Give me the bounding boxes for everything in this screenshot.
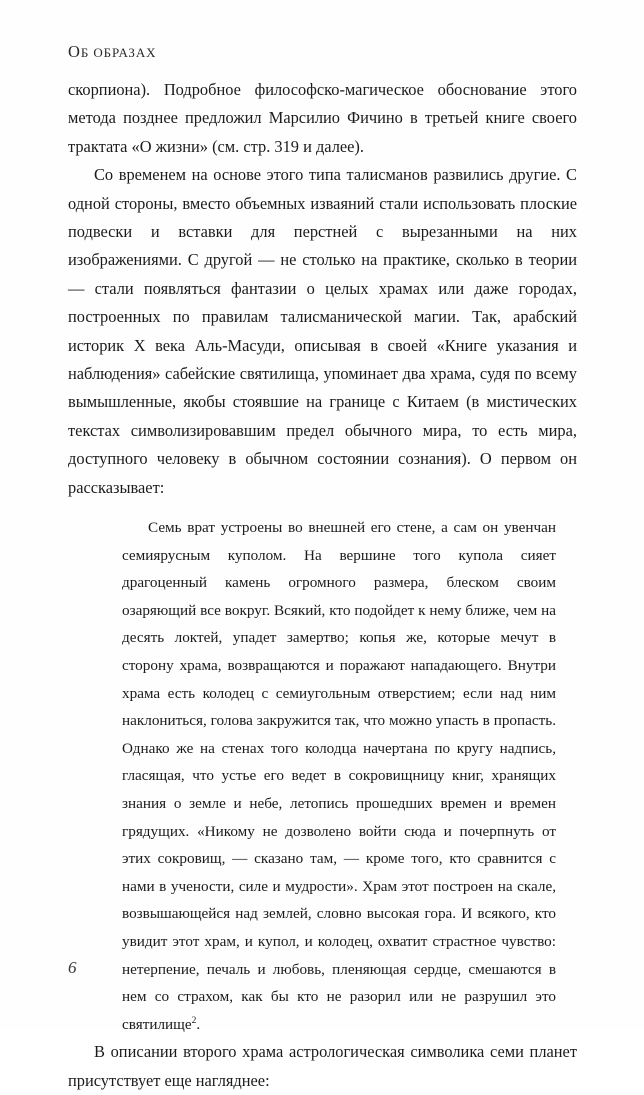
blockquote-trailing: . (196, 1015, 201, 1033)
paragraph-continued: скорпиона). Подробное философско-магическое обоснование этого метода позднее предложил Марсилио Фичино в третьей книге своего трактата «О жизни» (см. стр. 319 и далее). (68, 80, 577, 156)
running-head (68, 42, 548, 62)
page-number: 6 (68, 958, 77, 977)
paragraph-talismans: Со временем на основе этого типа талисманов развились другие. С одной стороны, вместо объемных изваяний стали использовать плоские подвески и вставки для перстней с вырезанными на них изображениями. С другой — не столько на практике, сколько в теории — стали появляться фантазии о целых храмах или даже городах, построенных по правилам талисманической магии. Так, арабский историк X века Аль-Масуди, описывая в своей «Книге указания и наблюдения» сабейские святилища, упоминает два храма, судя по всему вымышленные, якобы стоявшие на границе с Китаем (в мистических текстах символизировавшим предел обычного мира, то есть мира, доступного человеку в обычном состоянии сознания). О первом он рассказывает: (68, 165, 577, 497)
running-head-initial: О (68, 42, 81, 61)
blockquote-text (122, 514, 556, 1038)
blockquote-first-temple (122, 514, 556, 1038)
paragraph-second-temple: В описании второго храма астрологическая символика семи планет присутствует еще нагляднее: (68, 1042, 577, 1090)
blockquote-body: Семь врат устроены во внешней его стене, а сам он увенчан семиярусным куполом. На вершине того купола сияет драгоценный камень огромного размера, блеском своим озаряющий все вокруг. Всякий, кто подойдет к нему ближе, чем на десять локтей, упадет замертво; копья же, которые мечут в сторону храма, возвращаются и поражают нападающего. Внутри храма есть колодец с семиугольным отверстием; если над ним наклониться, голова закружится так, что можно упасть в пропасть. Однако же на стенах того колодца начертана по кругу надпись, гласящая, что устье его ведет в сокровищницу книг, хранящих знания о земле и небе, летопись прошедших времен и времен грядущих. «Никому не дозволено войти сюда и почерпнуть от этих сокровищ, — сказано там, — кроме того, кто сравнится с нами в учености, силе и мудрости». Храм этот построен на скале, возвышающейся над землей, словно высокая гора. И всякого, кто увидит этот храм, и купол, и колодец, охватит страстное чувство: нетерпение, печаль и любовь, пленяющая сердце, смешаются в нем со страхом, как бы кто не разорил или не разрушил это святилище (122, 519, 556, 1033)
text-block (68, 76, 577, 1095)
footnote-marker[interactable]: 2 (191, 1015, 197, 1026)
running-head-rest: Б ОБРАЗАХ (80, 45, 157, 60)
